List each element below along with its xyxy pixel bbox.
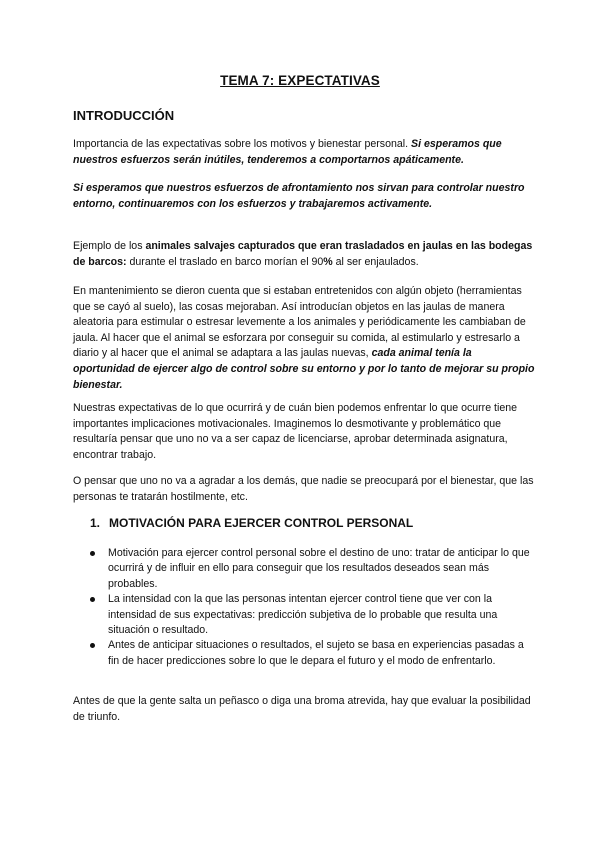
document-title: TEMA 7: EXPECTATIVAS bbox=[220, 73, 380, 88]
bullet-dot-icon bbox=[90, 551, 95, 556]
bullet-dot-icon bbox=[90, 643, 95, 648]
animal-example-end: al ser enjaulados. bbox=[332, 255, 419, 268]
animal-example-emphasis: animales salvajes capturados que eran trasladados en jaulas en las bodegas de barcos: bbox=[73, 240, 533, 268]
paragraph-possibility: Antes de que la gente salta un peñasco o diga una broma atrevida, hay que evaluar la posibilidad de triunfo. bbox=[73, 695, 531, 723]
section-1-number: 1. bbox=[90, 516, 101, 530]
animal-example-detail: durante el traslado en barco morían el 90 bbox=[126, 255, 324, 268]
paragraph-expectations: Nuestras expectativas de lo que ocurrirá y de cuán bien podemos enfrentar lo que ocurre tiene importantes implicaciones motivacionales. Imaginemos lo desmotivante y problemático que resultaría pensar que uno no va a ser capaz de licenciarse, aprobar determinada asignatura, encontrar trabajo. bbox=[73, 402, 518, 461]
bullet-dot-icon bbox=[90, 597, 95, 602]
paragraph-maintenance-text: En mantenimiento se dieron cuenta que si estaban entretenidos con algún objeto (herramientas que se cayó al suelo), las cosas mejoraban. Así introducían objetos en las jaulas de manera aleatoria para estimular o estresar levemente a los animales y periódicamente les cambiaban de jaula. Al hacer que el animal se esforzara por conseguir su comida, al estimularlo y estresarlo a diario y al hacer que el animal se adaptara a las jaulas nuevas, bbox=[73, 285, 526, 360]
intro-heading: INTRODUCCIÓN bbox=[73, 108, 175, 123]
paragraph-maintenance bbox=[73, 284, 535, 393]
paragraph-importance-text: Importancia de las expectativas sobre los motivos y bienestar personal. bbox=[73, 138, 411, 150]
paragraph-others: O pensar que uno no va a agradar a los demás, que nadie se preocupará por el bienestar, que las personas te tratarán hostilmente, etc. bbox=[73, 475, 534, 503]
bullet-text: Antes de anticipar situaciones o resultados, el sujeto se basa en experiencias pasadas a fin de hacer predicciones sobre lo que le depara el futuro y el modo de enfrentarlo. bbox=[108, 639, 524, 667]
paragraph-importance bbox=[73, 137, 535, 168]
bullet-text: Motivación para ejercer control personal sobre el destino de uno: tratar de anticipar lo que ocurrirá y de influir en ello para conseguir que los resultados deseados sean más probables. bbox=[108, 547, 530, 590]
bullet-item bbox=[90, 546, 530, 592]
bullet-item bbox=[90, 592, 530, 638]
section-1-heading bbox=[90, 516, 413, 530]
paragraph-importance-emphasis: Si esperamos que nuestros esfuerzos serán inútiles, tenderemos a comportarnos apáticamente. bbox=[73, 138, 502, 166]
animal-example-intro: Ejemplo de los bbox=[73, 240, 146, 252]
paragraph-maintenance-emphasis: cada animal tenía la oportunidad de ejercer algo de control sobre su entorno y por lo tanto de mejorar su propio bienestar. bbox=[73, 347, 535, 391]
paragraph-animal-example bbox=[73, 239, 535, 270]
animal-example-percent: % bbox=[323, 255, 333, 268]
section-1-title: MOTIVACIÓN PARA EJERCER CONTROL PERSONAL bbox=[109, 516, 414, 530]
paragraph-coping-efforts: Si esperamos que nuestros esfuerzos de afrontamiento nos sirvan para controlar nuestro entorno, continuaremos con los esfuerzos y trabajaremos activamente. bbox=[73, 182, 525, 210]
bullet-text: La intensidad con la que las personas intentan ejercer control tiene que ver con la intensidad de sus expectativas: predicción subjetiva de lo probable que resulta una situación o resultado. bbox=[108, 593, 498, 637]
bullet-item bbox=[90, 638, 530, 669]
section-1-bullet-list bbox=[90, 546, 530, 669]
